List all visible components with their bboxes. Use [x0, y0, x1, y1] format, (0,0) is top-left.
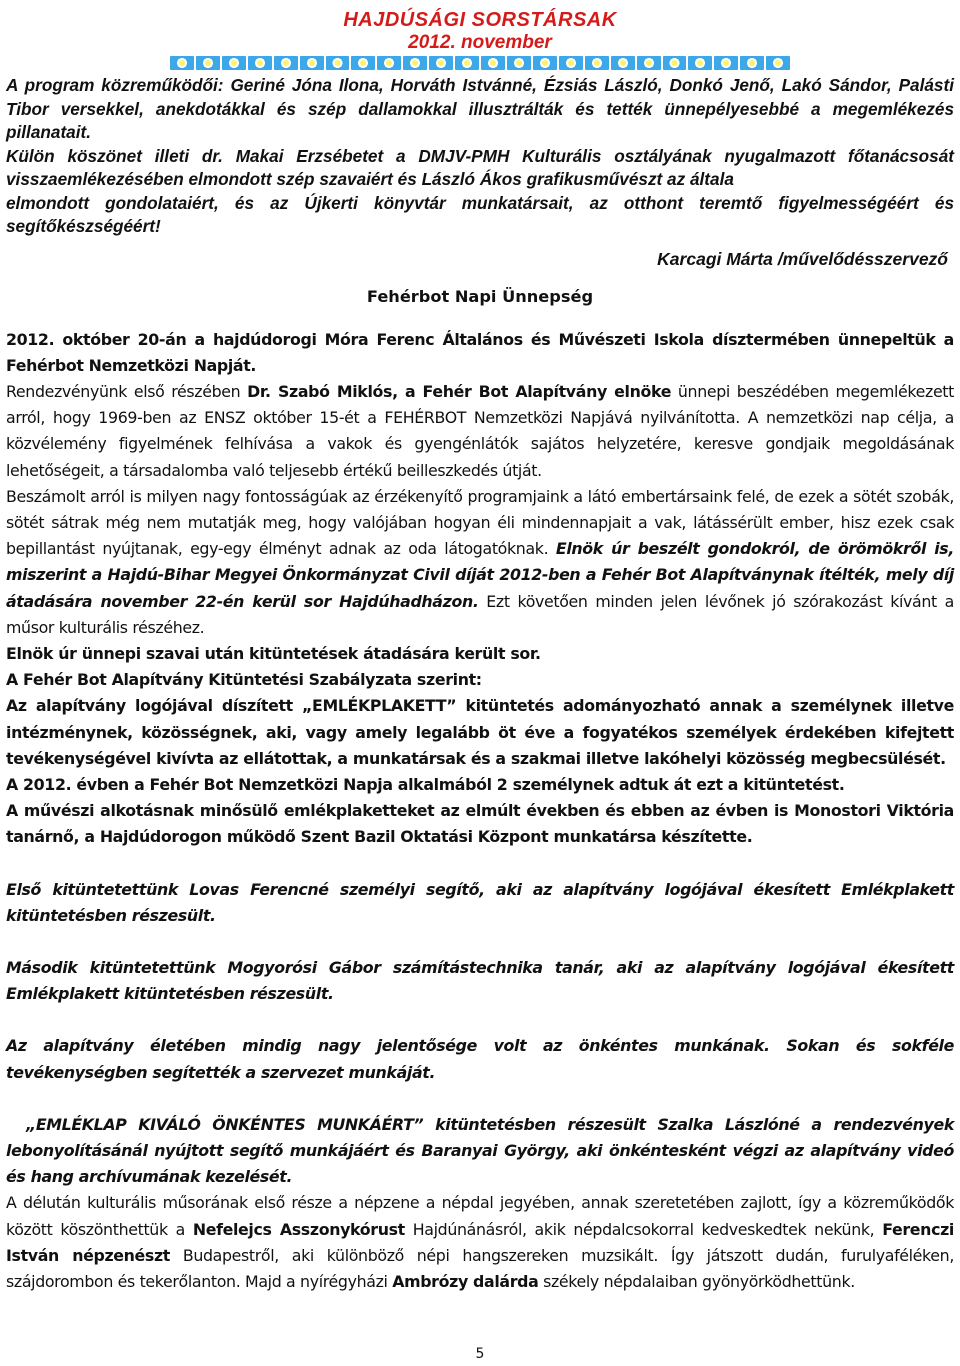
- intro-paragraph-thanks-cont: elmondott gondolataiért, és az Újkerti könyvtár munkatársait, az otthont teremtő figyelmességéért és segítőkészségéért!: [6, 192, 954, 236]
- issue-date: 2012. november: [408, 32, 552, 53]
- text-run: ünnepi beszédében megemlékezett arról, hogy 1969-ben az ENSZ október 15-ét a FEHÉRBOT Nemzetközi Napjává nyilvánította. A nemzetközi nap célja, a közvélemény figyelmének felhívása a vakok és gyengénlátók sajátos helyzetére, keresve gondjaik megoldásának lehetőségeit, a társadalomba való teljesebb értékű beilleszkedés útját.: [6, 381, 954, 480]
- section-title: Fehérbot Napi Ünnepség: [366, 286, 594, 306]
- body-paragraph-2: [6, 379, 954, 484]
- text-run-bold: Ambrózy dalárda: [392, 1272, 539, 1291]
- body-paragraph-3: [6, 484, 954, 641]
- masthead: [0, 0, 960, 70]
- text-run: Budapestről, aki különböző népi hangszereken muzsikált. Így játszott dudán, furulyaféléken, szájdorombon és tekerőlanton. Majd a nyírégyházi: [6, 1245, 954, 1291]
- article-body: [6, 327, 954, 1296]
- body-paragraph-5: A Fehér Bot Alapítvány Kitüntetési Szabályzata szerint:: [6, 670, 482, 690]
- text-run: Ezt követően minden jelen lévőnek jó szórakozást kívánt a műsor kulturális részéhez.: [6, 591, 954, 637]
- page-number: 5: [475, 1346, 485, 1362]
- body-paragraph-1: 2012. október 20-án a hajdúdorogi Móra Ferenc Általános és Művészeti Iskola dísztermében ünnepeltük a Fehérbot Nemzetközi Napját.: [6, 329, 954, 375]
- author-signature: Karcagi Márta /művelődésszervező: [657, 248, 948, 269]
- text-run: A délután kulturális műsorának első része a népzene a népdal jegyében, annak szeretetében zajlott, így a közreműködők között köszönthettük a: [6, 1193, 954, 1239]
- intro-paragraph-contributors: A program közreműködői: Geriné Jóna Ilona, Horváth Istvánné, Ézsiás László, Donkó Jenő, Lakó Sándor, Palásti Tibor versekkel, anekdotákkal és szép dallamokkal illusztrálták és tették ünnepélyesebbé a megemlékezés pillanatait.: [6, 75, 954, 142]
- body-paragraph-13: [6, 1190, 954, 1295]
- body-paragraph-8: A művészi alkotásnak minősülő emlékplaketteket az elmúlt években és ebben az évben is Monostori Viktória tanárnő, a Hajdúdorogon működő Szent Bazil Oktatási Központ munkatársa készítette.: [6, 801, 954, 847]
- body-paragraph-4: Elnök úr ünnepi szavai után kitüntetések átadására került sor.: [6, 643, 541, 663]
- body-paragraph-11: Az alapítvány életében mindig nagy jelentősége volt az önkéntes munkának. Sokan és sokféle tevékenységben segítették a szervezet munkáját.: [6, 1036, 954, 1082]
- newsletter-title: HAJDÚSÁGI SORSTÁRSAK: [343, 9, 617, 31]
- text-run-bold: Dr. Szabó Miklós, a Fehér Bot Alapítvány elnöke: [247, 381, 672, 401]
- body-paragraph-10: Második kitüntetettünk Mogyorósi Gábor számítástechnika tanár, aki az alapítvány logójával ékesített Emlékplakett kitüntetésben részesült.: [6, 957, 954, 1004]
- intro-paragraph-thanks: Külön köszönet illeti dr. Makai Erzsébetet a DMJV-PMH Kulturális osztályának nyugalmazott főtanácsosát visszaemlékezésében elmondott szép szavaiért és László Ákos grafikusművészt az általa: [6, 145, 954, 189]
- body-paragraph-6: Az alapítvány logójával díszített „EMLÉKPLAKETT” kitüntetés adományozható annak a személynek illetve intézménynek, közösségnek, aki, vagy amely legalább öt éve a fogyatékos személyek érdekében kifejtett tevékenységével kivívta az ellátottak, a munkatársak és a szakmai illetve lakóhelyi közösség megbecsülését.: [6, 696, 954, 768]
- text-run-bold-italic: Elnök úr beszélt gondokról, de örömökről is, miszerint a Hajdú-Bihar Megyei Önkormányzat Civil díját 2012-ben a Fehér Bot Alapítványnak ítélték, mely díj átadására november 22-én kerül sor Hajdúhadházon.: [6, 539, 954, 611]
- text-run: székely népdalaiban gyönyörködhettünk.: [538, 1272, 855, 1291]
- text-run: Beszámolt arról is milyen nagy fontosságúak az érzékenyítő programjaink a látó embertársaink felé, de ezek a sötét szobák, sötét sátrak még nem mutatják meg, hogy valójában hogyan éli mindennapjait a vak, látássérült ember, hisz ezek csak bepillantást nyújtanak, egy-egy élményt adnak az oda látogatóknak.: [6, 486, 954, 559]
- flower-decoration-strip: [170, 56, 790, 70]
- text-run-bold: Ferenczi István népzenészt: [6, 1219, 954, 1265]
- text-run-bold: Nefelejcs Asszonykórust: [192, 1219, 405, 1239]
- text-run: Rendezvényünk első részében: [6, 381, 248, 401]
- body-paragraph-12: „EMLÉKLAP KIVÁLÓ ÖNKÉNTES MUNKÁÉRT” kitüntetésben részesült Szalka Lászlóné a rendezvények lebonyolításánál nyújtott segítő munkájáért és Baranyai György, aki önkéntesként végzi az alapítvány videó és hang archívumának kezelését.: [6, 1114, 954, 1187]
- text-run: Hajdúnánásról, akik népdalcsokorral kedveskedtek nekünk,: [404, 1219, 883, 1239]
- intro-section: [6, 74, 954, 271]
- body-paragraph-9: Első kitüntetettünk Lovas Ferencné személyi segítő, aki az alapítvány logójával ékesített Emlékplakett kitüntetésben részesült.: [6, 879, 954, 925]
- body-paragraph-7: A 2012. évben a Fehér Bot Nemzetközi Napja alkalmából 2 személynek adtuk át ezt a kitüntetést.: [6, 774, 845, 794]
